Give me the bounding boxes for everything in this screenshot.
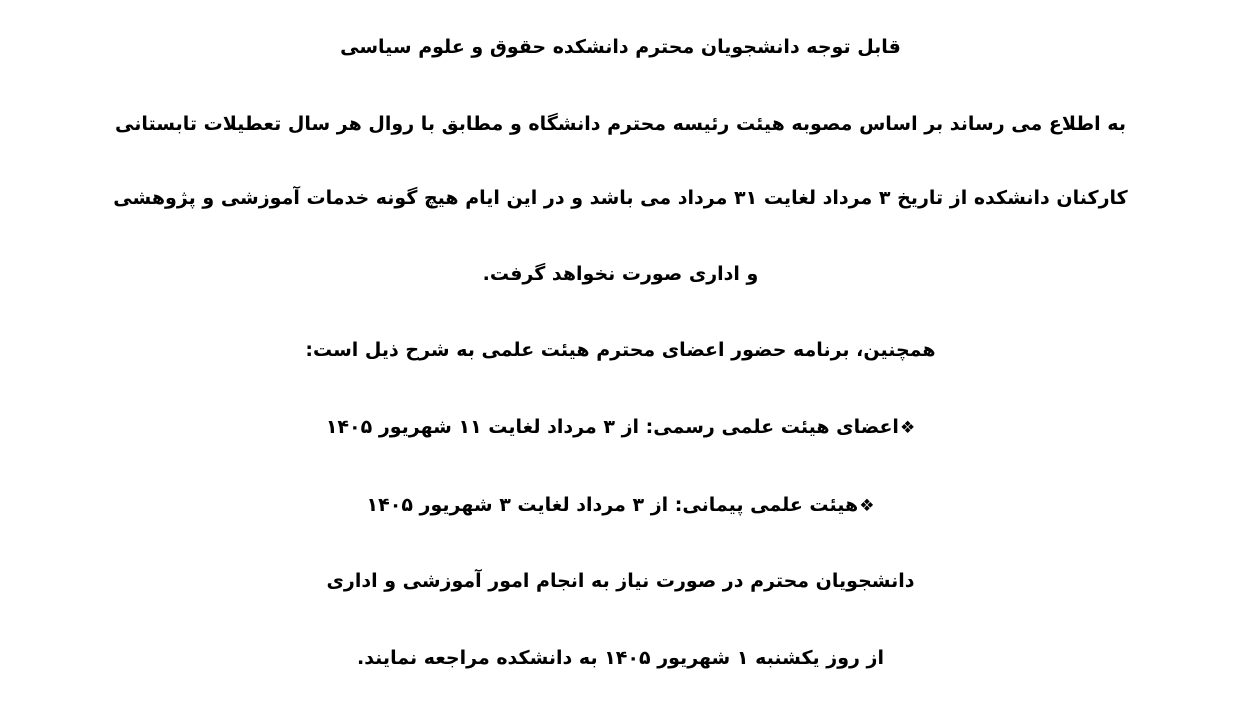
bullet-item-official-faculty [0, 412, 1241, 443]
bullet-text: اعضای هیئت علمی رسمی: از ۳ مرداد لغایت ۱۱ شهریور ۱۴۰۵ [325, 416, 899, 438]
faculty-schedule-intro: همچنین، برنامه حضور اعضای محترم هیئت علمی به شرح ذیل است: [305, 339, 936, 361]
announcement-heading: قابل توجه دانشجویان محترم دانشکده حقوق و علوم سیاسی [340, 36, 901, 58]
paragraph-line-2: کارکنان دانشکده از تاریخ ۳ مرداد لغایت ۳۱ مرداد می باشد و در این ایام هیچ گونه خدمات آموزشی و پژوهشی [113, 187, 1128, 209]
bullet-text: هیئت علمی پیمانی: از ۳ مرداد لغایت ۳ شهریور ۱۴۰۵ [366, 494, 859, 516]
diamond-bullet-icon: ❖ [899, 418, 916, 438]
diamond-bullet-icon: ❖ [859, 496, 875, 516]
bullet-item-contract-faculty [0, 490, 1241, 521]
closing-line-2: از روز یکشنبه ۱ شهریور ۱۴۰۵ به دانشکده مراجعه نمایند. [356, 647, 885, 669]
paragraph-line-3: و اداری صورت نخواهد گرفت. [482, 263, 759, 285]
paragraph-line-1: به اطلاع می رساند بر اساس مصوبه هیئت رئیسه محترم دانشگاه و مطابق با روال هر سال تعطیلات تابستانی [115, 113, 1126, 135]
closing-line-1: دانشجویان محترم در صورت نیاز به انجام امور آموزشی و اداری [326, 570, 915, 592]
